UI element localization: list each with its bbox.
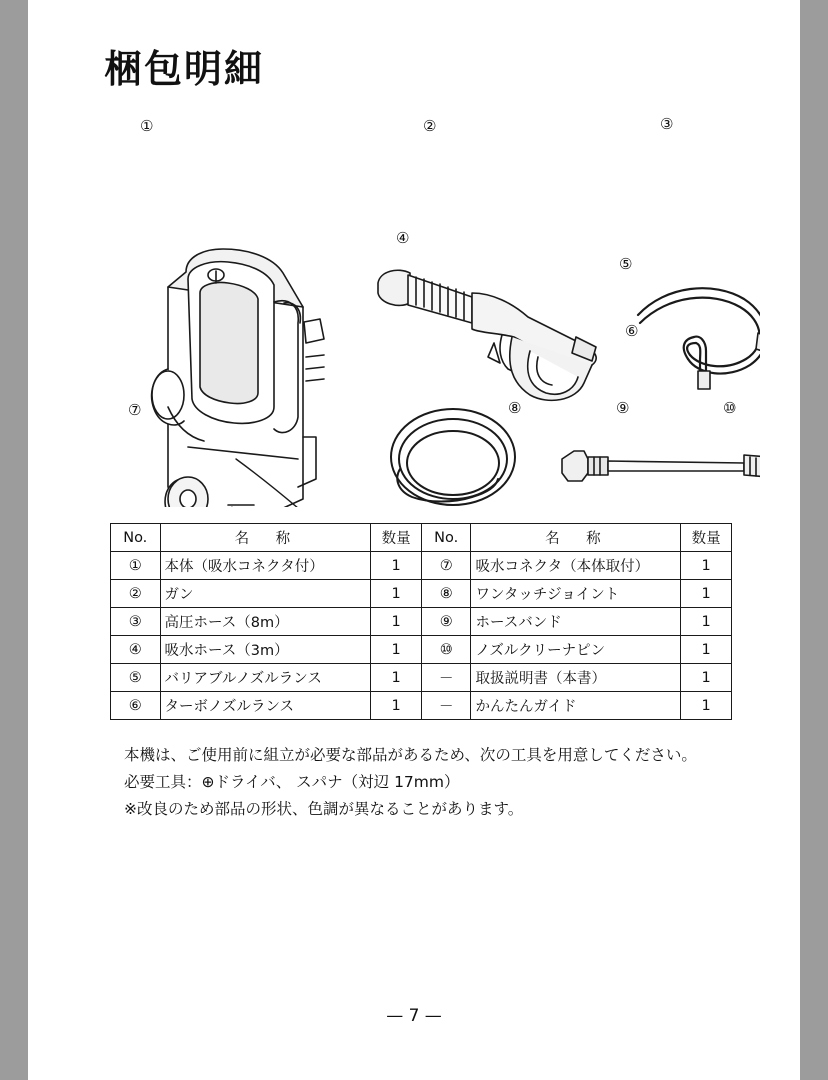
header-name-right: 名 称 (471, 524, 681, 552)
cell-no: ④ (111, 636, 161, 664)
cell-name: 取扱説明書（本書） (471, 664, 681, 692)
cell-no: ② (111, 580, 161, 608)
cell-qty: 1 (681, 552, 732, 580)
cell-name: バリアブルノズルランス (160, 664, 371, 692)
callout-5: ⑤ (619, 255, 633, 273)
cell-qty: 1 (371, 636, 422, 664)
header-name-left: 名 称 (160, 524, 371, 552)
callout-8: ⑧ (508, 399, 522, 417)
cell-qty: 1 (681, 636, 732, 664)
header-no-right: No. (421, 524, 471, 552)
cell-name: ホースバンド (471, 608, 681, 636)
cell-no: ③ (111, 608, 161, 636)
header-qty-right: 数量 (681, 524, 732, 552)
cell-name: 本体（吸水コネクタ付） (160, 552, 371, 580)
cell-qty: 1 (681, 664, 732, 692)
cell-qty: 1 (371, 692, 422, 720)
main-body-drawing (152, 249, 324, 507)
cell-no: ⑥ (111, 692, 161, 720)
cell-name: ワンタッチジョイント (471, 580, 681, 608)
cell-no: － (421, 664, 471, 692)
table-row (111, 580, 732, 608)
callout-9: ⑨ (616, 399, 630, 417)
cell-no: ⑨ (421, 608, 471, 636)
cell-name: 吸水ホース（3m） (160, 636, 371, 664)
table-row (111, 636, 732, 664)
cell-qty: 1 (371, 608, 422, 636)
cell-name: ノズルクリーナピン (471, 636, 681, 664)
cell-no: ⑧ (421, 580, 471, 608)
notes-block (124, 742, 760, 823)
parts-table (110, 523, 732, 720)
cell-qty: 1 (681, 692, 732, 720)
manual-page (28, 0, 800, 1080)
cell-qty: 1 (681, 580, 732, 608)
cell-name: ターボノズルランス (160, 692, 371, 720)
cell-name: かんたんガイド (471, 692, 681, 720)
table-header-row (111, 524, 732, 552)
page-number: — 7 — (386, 1006, 442, 1026)
table-row (111, 692, 732, 720)
cell-qty: 1 (371, 552, 422, 580)
note-line-3: ※改良のため部品の形状、色調が異なることがあります。 (124, 800, 524, 819)
cell-qty: 1 (371, 580, 422, 608)
cell-qty: 1 (681, 608, 732, 636)
callout-3: ③ (660, 115, 674, 133)
cell-no: ⑩ (421, 636, 471, 664)
callout-10: ⑩ (723, 399, 737, 417)
callout-1: ① (140, 117, 154, 135)
table-row (111, 608, 732, 636)
cell-name: 吸水コネクタ（本体取付） (471, 552, 681, 580)
variable-lance-drawing (562, 451, 760, 481)
page-title: 梱包明細 (104, 47, 265, 91)
cell-name: ガン (160, 580, 371, 608)
parts-drawing (68, 107, 760, 507)
note-line-1: 本機は、ご使用前に組立が必要な部品があるため、次の工具を用意してください。 (124, 746, 697, 764)
callout-2: ② (423, 117, 437, 135)
gun-drawing (378, 270, 596, 400)
cell-no: ⑤ (111, 664, 161, 692)
note-line-2: 必要工具：⊕ドライバ、 スパナ（対辺 17mm） (124, 773, 460, 792)
header-qty-left: 数量 (371, 524, 422, 552)
cell-name: 高圧ホース（8m） (160, 608, 371, 636)
table-row (111, 664, 732, 692)
page-content (68, 20, 760, 1060)
callout-7: ⑦ (128, 401, 142, 419)
callout-6: ⑥ (625, 322, 639, 340)
cell-no: － (421, 692, 471, 720)
high-pressure-hose-drawing (638, 288, 760, 389)
cell-qty: 1 (371, 664, 422, 692)
table-row (111, 552, 732, 580)
suction-hose-drawing (391, 409, 515, 505)
parts-illustration (68, 107, 760, 507)
header-no-left: No. (111, 524, 161, 552)
cell-no: ⑦ (421, 552, 471, 580)
callout-4: ④ (396, 229, 410, 247)
cell-no: ① (111, 552, 161, 580)
